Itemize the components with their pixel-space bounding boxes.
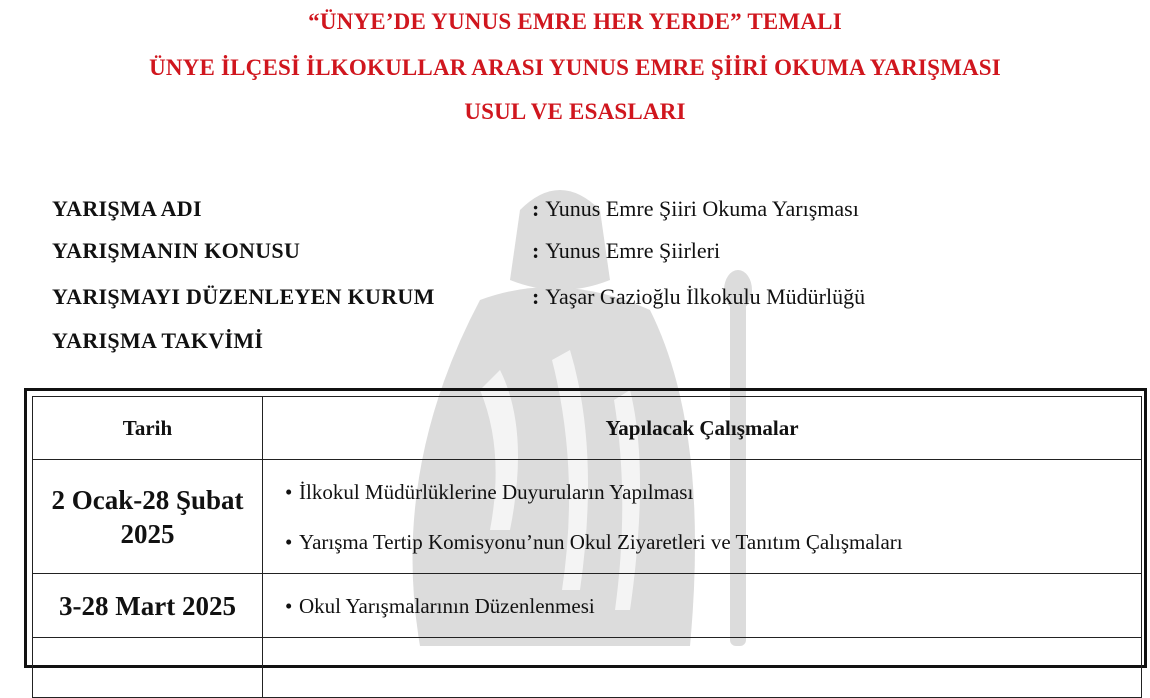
table-header-row bbox=[33, 397, 1142, 460]
header-activities: Yapılacak Çalışmalar bbox=[263, 397, 1142, 460]
title-line-3: USUL VE ESASLARI bbox=[464, 99, 686, 124]
colon: : bbox=[532, 196, 540, 221]
info-label: YARIŞMA ADI bbox=[52, 196, 202, 221]
info-row-competition-subject bbox=[52, 238, 1052, 268]
activity-item: • Yarışma Tertip Komisyonu’nun Okul Ziyaretleri ve Tanıtım Çalışmaları bbox=[285, 528, 1140, 556]
activity-item: • İlkokul Müdürlüklerine Duyuruların Yapılması bbox=[285, 478, 1140, 506]
colon: : bbox=[532, 238, 540, 263]
info-value bbox=[532, 196, 859, 222]
info-value-text: Yunus Emre Şiirleri bbox=[545, 238, 721, 263]
date-cell bbox=[33, 638, 263, 698]
table-row bbox=[33, 460, 1142, 574]
info-label: YARIŞMA TAKVİMİ bbox=[52, 328, 264, 353]
info-row-calendar bbox=[52, 328, 1052, 358]
activities-cell bbox=[263, 574, 1142, 638]
info-value bbox=[532, 284, 865, 310]
activities-cell bbox=[263, 638, 1142, 698]
colon: : bbox=[532, 284, 540, 309]
title-line-2: ÜNYE İLÇESİ İLKOKULLAR ARASI YUNUS EMRE ŞİİRİ OKUMA YARIŞMASI bbox=[149, 55, 1001, 80]
date-cell bbox=[33, 460, 263, 574]
activities-cell bbox=[263, 460, 1142, 574]
table-row bbox=[33, 574, 1142, 638]
info-row-competition-name bbox=[52, 196, 1052, 226]
info-row-organizer bbox=[52, 284, 1052, 314]
date-cell bbox=[33, 574, 263, 638]
date-line-1: 3-28 Mart 2025 bbox=[59, 590, 236, 621]
info-value-text: Yunus Emre Şiiri Okuma Yarışması bbox=[545, 196, 859, 221]
title-line-1: “ÜNYE’DE YUNUS EMRE HER YERDE” TEMALI bbox=[308, 9, 842, 34]
date-line-2: 2025 bbox=[120, 518, 175, 549]
schedule-table bbox=[32, 396, 1142, 698]
activity-item: • Okul Yarışmalarının Düzenlenmesi bbox=[285, 592, 1140, 620]
header-date: Tarih bbox=[33, 397, 263, 460]
info-value bbox=[532, 238, 720, 264]
info-label: YARIŞMAYI DÜZENLEYEN KURUM bbox=[52, 284, 435, 309]
info-value-text: Yaşar Gazioğlu İlkokulu Müdürlüğü bbox=[545, 284, 866, 309]
date-line-1: 2 Ocak-28 Şubat bbox=[51, 484, 244, 515]
info-label: YARIŞMANIN KONUSU bbox=[52, 238, 301, 263]
table-row-partial bbox=[33, 638, 1142, 698]
